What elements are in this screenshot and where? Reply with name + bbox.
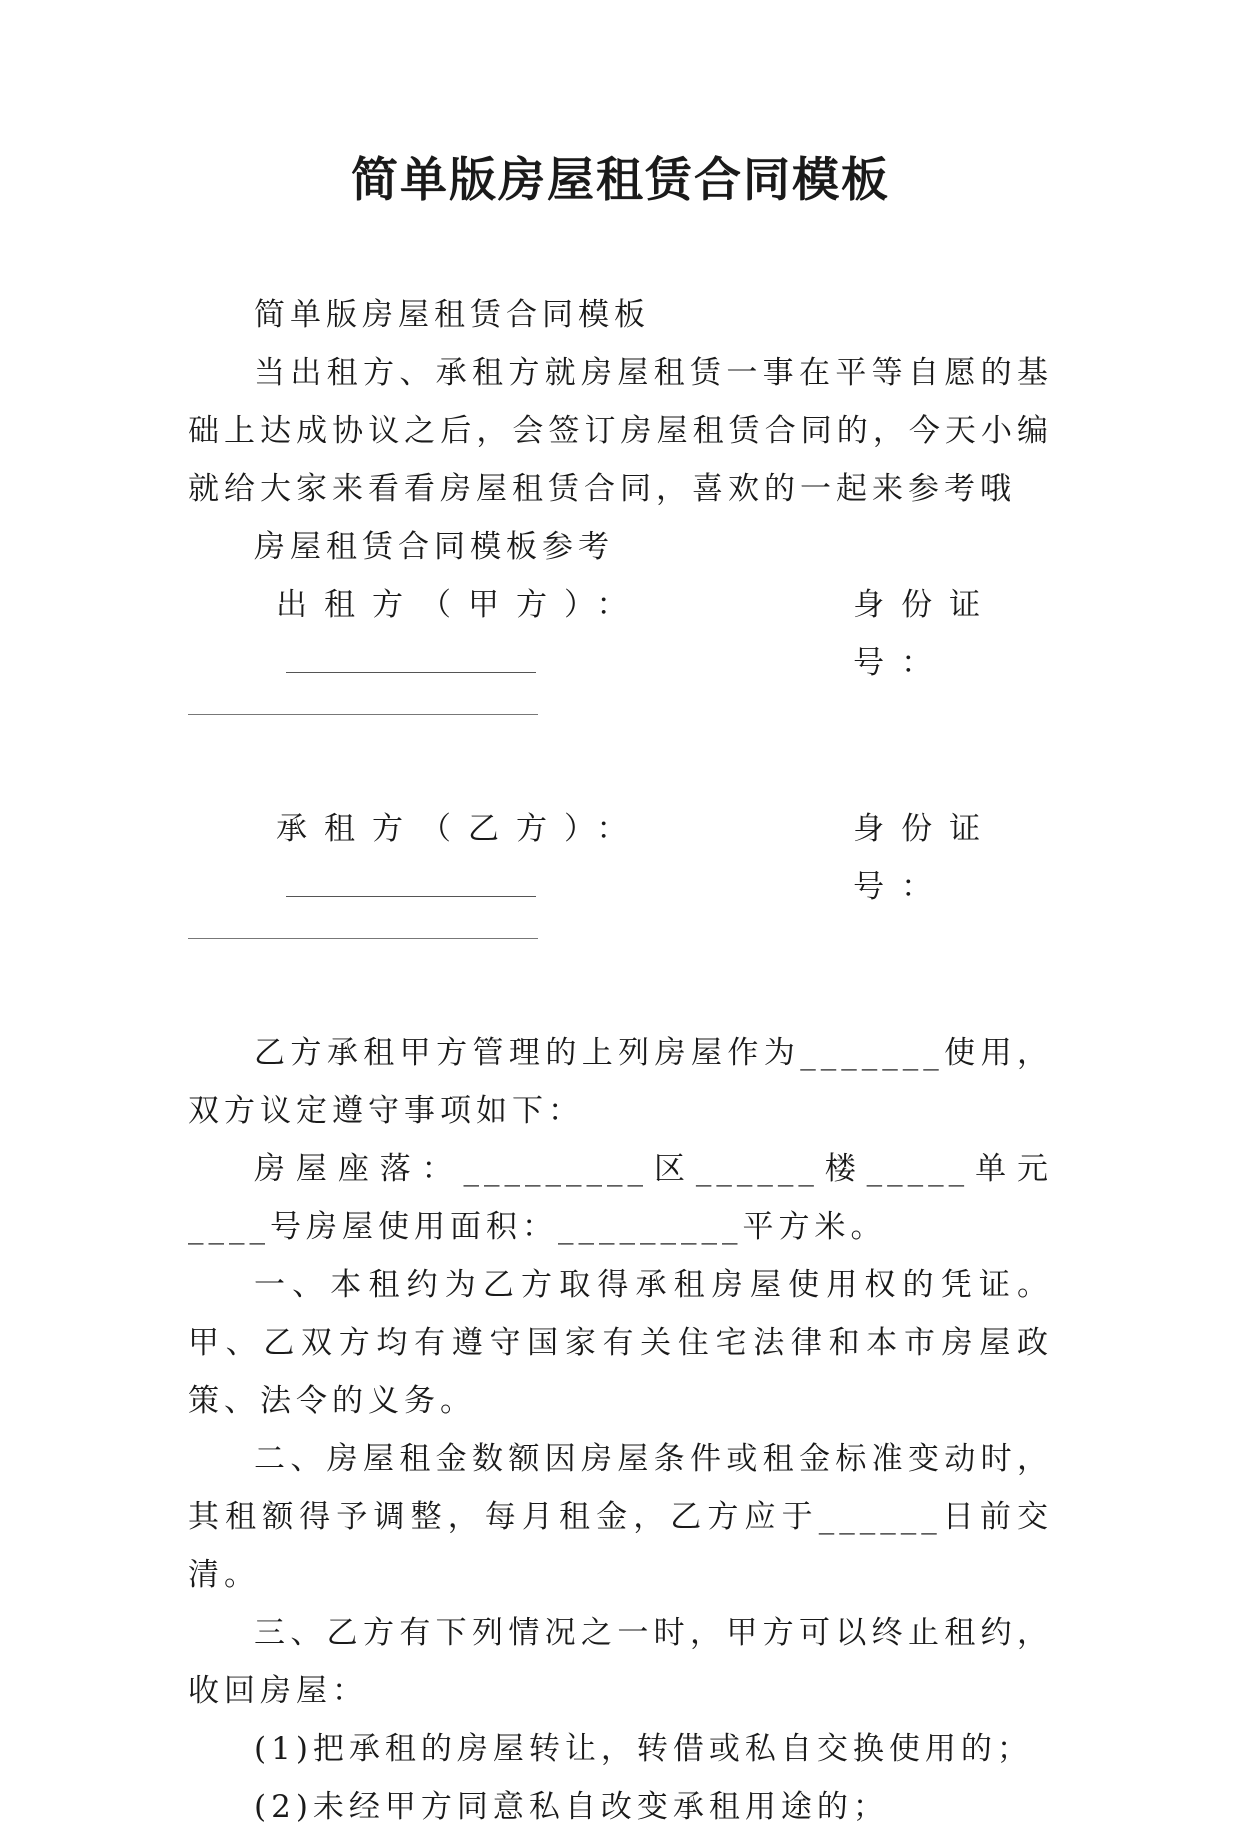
lessor-name-blank [286,642,536,673]
document-title: 简单版房屋租赁合同模板 [351,153,890,208]
lessor-label: 出租方（甲方）： [276,587,645,623]
lessor-id-label: 身份证号： [853,587,998,681]
clause-3: 三、乙方有下列情况之一时，甲方可以终止租约，收回房屋： [188,1615,1053,1709]
paragraph-template-reference: 房屋租赁合同模板参考 [254,529,614,565]
clause-3-item-2: (2)未经甲方同意私自改变承租用途的； [254,1789,889,1825]
clause-3-item-1: (1)把承租的房屋转让，转借或私自交换使用的； [254,1731,1033,1767]
lessee-name-blank [286,866,536,897]
lessee-line [188,800,1053,916]
paragraph-usage: 乙方承租甲方管理的上列房屋作为_______使用，双方议定遵守事项如下： [188,1035,1053,1129]
lessor-line [188,576,1053,692]
paragraph-location: 房屋座落：_________区______楼_____单元____号房屋使用面积：_________平方米。 [188,1151,1053,1245]
paragraph-subtitle: 简单版房屋租赁合同模板 [254,297,650,333]
lessee-label: 承租方（乙方）： [276,811,645,847]
paragraph-intro: 当出租方、承租方就房屋租赁一事在平等自愿的基础上达成协议之后，会签订房屋租赁合同的，今天小编就给大家来看看房屋租赁合同，喜欢的一起来参考哦 [188,355,1053,507]
document-body [188,286,1053,1836]
lessor-id-blank [188,692,1053,750]
clause-2: 二、房屋租金数额因房屋条件或租金标准变动时，其租额得予调整，每月租金，乙方应于______日前交清。 [188,1441,1053,1593]
lessee-id-label: 身份证号： [853,811,998,905]
clause-1: 一、本租约为乙方取得承租房屋使用权的凭证。甲、乙双方均有遵守国家有关住宅法律和本市房屋政策、法令的义务。 [188,1267,1053,1419]
lessee-id-blank [188,916,1053,974]
